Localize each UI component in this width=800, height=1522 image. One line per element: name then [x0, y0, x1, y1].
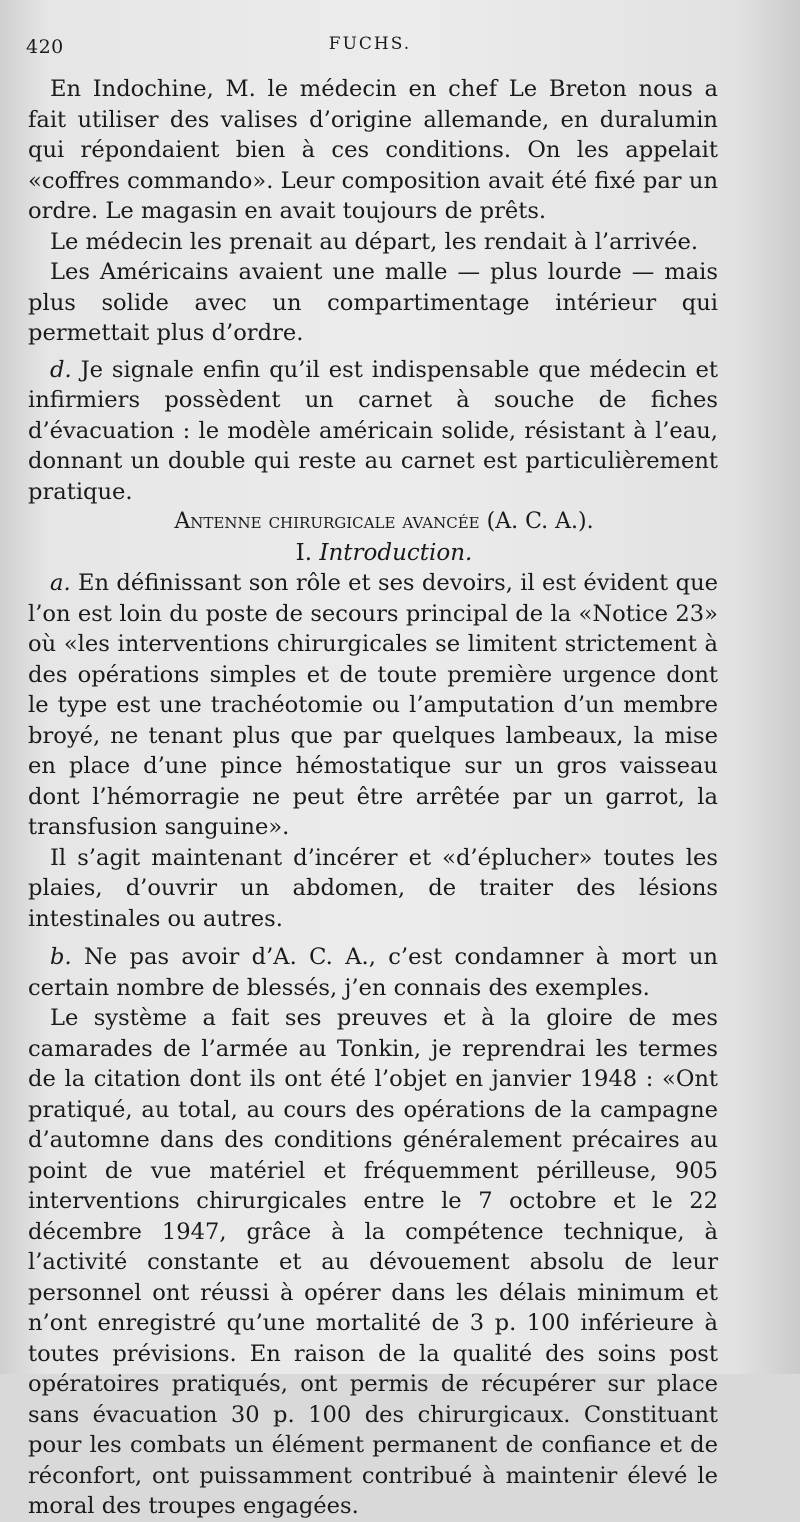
section-subtitle — [28, 538, 718, 569]
paragraph-d-text: Je signale enfin qu’il est indispensable que médecin et infirmiers possèdent un carnet à souche de fiches d’évacuation : le modèle américain solide, résistant à l’eau, donnant un double qui reste au carnet est particulièrement pratique. — [28, 356, 718, 505]
paragraph-d-lead: d. — [50, 356, 72, 383]
paragraph-b — [28, 942, 718, 1003]
paragraph-a-lead: a. — [50, 570, 71, 596]
section-subtitle-text: Introduction. — [319, 539, 473, 566]
paragraph-citation: Le système a fait ses preuves et à la gloire de mes camarades de l’armée au Tonkin, je reprendrai les termes de la citation dont ils ont été l’objet en janvier 1948 : «Ont pratiqué, au total, au cours des opérations de la campagne d’automne dans des conditions généralement précaires au point de vue matériel et fréquemment périlleuse, 905 interventions chirurgicales entre le 7 octobre et le 22 décembre 1947, grâce à la compétence technique, à l’activité constante et au dévouement absolu de leur personnel ont réussi à opérer dans les délais minimum et n’ont enregistré qu’une mortalité de 3 p. 100 inférieure à toutes prévisions. En raison de la qualité des soins post opératoires pratiqués, ont permis de récupérer sur place sans évacuation 30 p. 100 des chirurgicaux. Constituant pour les combats un élément permanent de confiance et de réconfort, ont puissamment contribué à maintenir élevé le moral des troupes engagées. — [28, 1005, 718, 1519]
paragraph-b-lead: b. — [50, 944, 72, 970]
paragraph-americains: Les Américains avaient une malle — plus lourde — mais plus solide avec un compartimentage intérieur qui permettait plus d’ordre. — [28, 259, 718, 346]
paragraph-a — [28, 568, 718, 843]
paragraph-a-text: En définissant son rôle et ses devoirs, il est évident que l’on est loin du poste de secours principal de la «Notice 23» où «les interventions chirurgicales se limitent strictement à des opérations simples et de toute première urgence dont le type est une trachéotomie ou l’amputation d’un membre broyé, ne tenant plus que par quelques lambeaux, la mise en place d’une pince hémostatique sur un gros vaisseau dont l’hémorragie ne peut être arrêtée par un garrot, la transfusion sanguine». — [28, 570, 718, 840]
paragraph-indochine: En Indochine, M. le médecin en chef Le Breton nous a fait utiliser des valises d’origine allemande, en duralumin qui répondaient bien à ces conditions. On les appelait «coffres commando». Leur composition avait été fixé par un ordre. Le magasin en avait toujours de prêts. — [28, 76, 718, 224]
paragraph-b-text: Ne pas avoir d’A. C. A., c’est condamner à mort un certain nombre de blessés, j’en connais des exemples. — [28, 944, 718, 1001]
page-number: 420 — [26, 36, 64, 58]
paragraph-a-continued: Il s’agit maintenant d’incérer et «d’éplucher» toutes les plaies, d’ouvrir un abdomen, de traiter des lésions intestinales ou autres. — [28, 844, 718, 932]
paragraph-d — [28, 355, 718, 508]
running-head: FUCHS. — [328, 34, 412, 54]
section-subtitle-number: I. — [295, 539, 313, 566]
section-title: Antenne chirurgicale avancée (A. C. A.). — [174, 509, 594, 534]
paragraph-medecin: Le médecin les prenait au départ, les rendait à l’arrivée. — [50, 228, 699, 255]
page-body — [28, 74, 718, 1522]
